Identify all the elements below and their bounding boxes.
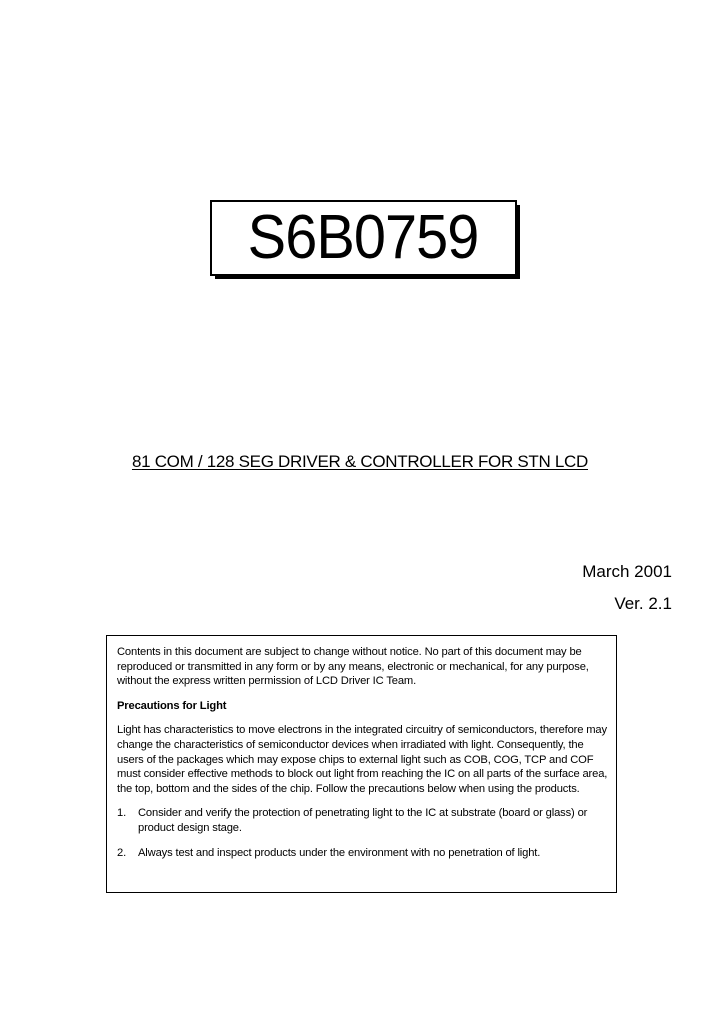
list-item-text: Consider and verify the protection of penetrating light to the IC at substrate (board or glass) or product design stage. [138,807,588,834]
list-item [117,846,608,861]
notice-box [106,635,617,893]
title-box-frame [210,200,517,276]
light-precaution-text: Light has characteristics to move electrons in the integrated circuitry of semiconductors, therefore may change the characteristics of semiconductor devices when irradiated with light. Consequently, the users of the packages which may expose chips to external light such as COB, COG, TCP and COF must consider effective methods to block out light from reaching the IC on all parts of the surface area, the top, bottom and the sides of the chip. Follow the precautions below when using the products. [117,724,608,795]
part-number: S6B0759 [248,203,479,272]
title-box [210,200,523,282]
list-item-number: 2. [117,846,127,859]
document-date: March 2001 [582,562,672,581]
list-item-text: Always test and inspect products under the environment with no penetration of light. [138,846,541,859]
list-item-number: 1. [117,807,127,820]
document-version: Ver. 2.1 [614,594,672,613]
contents-notice-text: Contents in this document are subject to change without notice. No part of this document may be reproduced or transmitted in any form or by any means, electronic or mechanical, for any purpose, without the express written permission of LCD Driver IC Team. [117,646,589,688]
document-subtitle: 81 COM / 128 SEG DRIVER & CONTROLLER FOR STN LCD [131,452,589,471]
precautions-heading: Precautions for Light [117,699,227,712]
list-item [117,806,608,835]
